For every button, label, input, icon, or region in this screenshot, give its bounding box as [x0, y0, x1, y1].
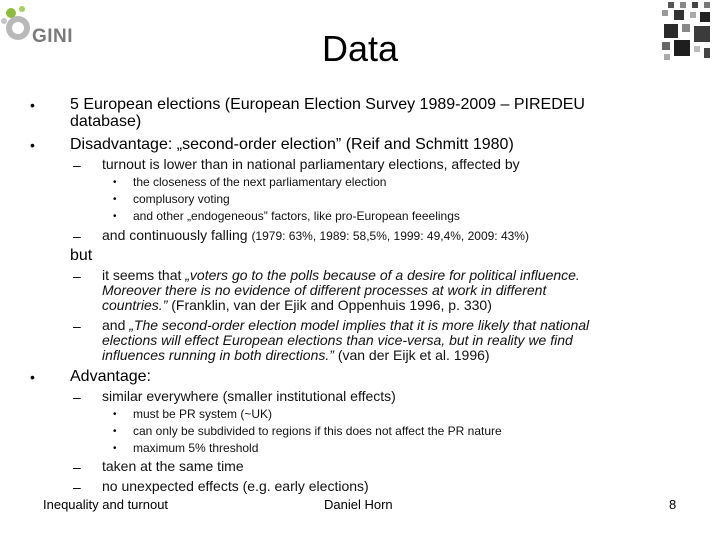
footer-left: Inequality and turnout [43, 497, 169, 512]
sub-bullet: • [113, 177, 117, 188]
bullet-advantage: Advantage: [70, 368, 151, 385]
dash: – [73, 479, 81, 495]
sub-bullet: • [113, 426, 117, 437]
sub-bullet: • [113, 409, 117, 420]
quote-eijk-line1: and „The second-order election model implies that it is more likely that national [102, 317, 590, 333]
item-threshold: maximum 5% threshold [133, 441, 259, 455]
item-endogeneous: and other „endogeneous” factors, like pro-European feeelings [133, 209, 460, 223]
dash: – [73, 157, 81, 173]
dash: – [73, 318, 81, 334]
item-closeness: the closeness of the next parliamentary election [133, 175, 387, 189]
bullet: • [30, 369, 35, 385]
quote-franklin-line1: it seems that „voters go to the polls because of a desire for political influence. [102, 267, 580, 283]
sub-turnout-lower: turnout is lower than in national parliamentary elections, affected by [102, 156, 520, 172]
item-compulsory: complusory voting [133, 192, 230, 206]
sub-bullet: • [113, 443, 117, 454]
bullet: • [30, 137, 35, 153]
footer-author: Daniel Horn [324, 497, 393, 512]
dash: – [73, 268, 81, 284]
item-pr-system: must be PR system (~UK) [133, 407, 273, 421]
sub-same-time: taken at the same time [102, 458, 244, 474]
dash: – [73, 389, 81, 405]
sub-bullet: • [113, 211, 117, 222]
sub-continuously-falling: and continuously falling (1979: 63%, 1989: 58,5%, 1999: 49,4%, 2009: 43%) [102, 227, 529, 243]
bullet: • [30, 97, 35, 113]
but-label: but [70, 247, 93, 264]
quote-eijk-line2: elections will effect European elections than vice-versa, but in reality we find [102, 332, 573, 348]
item-subdivided-regions: can only be subdivided to regions if this does not affect the PR nature [133, 424, 502, 438]
quote-franklin-line2: Moreover there is no evidence of different processes at work in different [102, 282, 547, 298]
sub-no-unexpected: no unexpected effects (e.g. early elections) [102, 478, 369, 494]
slide-title: Data [321, 28, 399, 69]
sub-similar-everywhere: similar everywhere (smaller institutional effects) [102, 388, 396, 404]
logo-text: GINI [32, 26, 74, 47]
bullet-european-elections: 5 European elections (European Election Survey 1989-2009 – PIREDEU [70, 96, 585, 113]
sub-bullet: • [113, 194, 117, 205]
page-number: 8 [669, 497, 677, 512]
quote-franklin-line3: countries.” (Franklin, van der Ejik and Oppenhuis 1996, p. 330) [102, 297, 492, 313]
bullet-disadvantage: Disadvantage: „second-order election” (Reif and Schmitt 1980) [70, 136, 514, 153]
bullet-european-elections-cont: database) [70, 113, 142, 130]
quote-eijk-line3: influences running in both directions.” (van der Eijk et al. 1996) [102, 347, 490, 363]
dash: – [73, 459, 81, 475]
dash: – [73, 228, 81, 244]
